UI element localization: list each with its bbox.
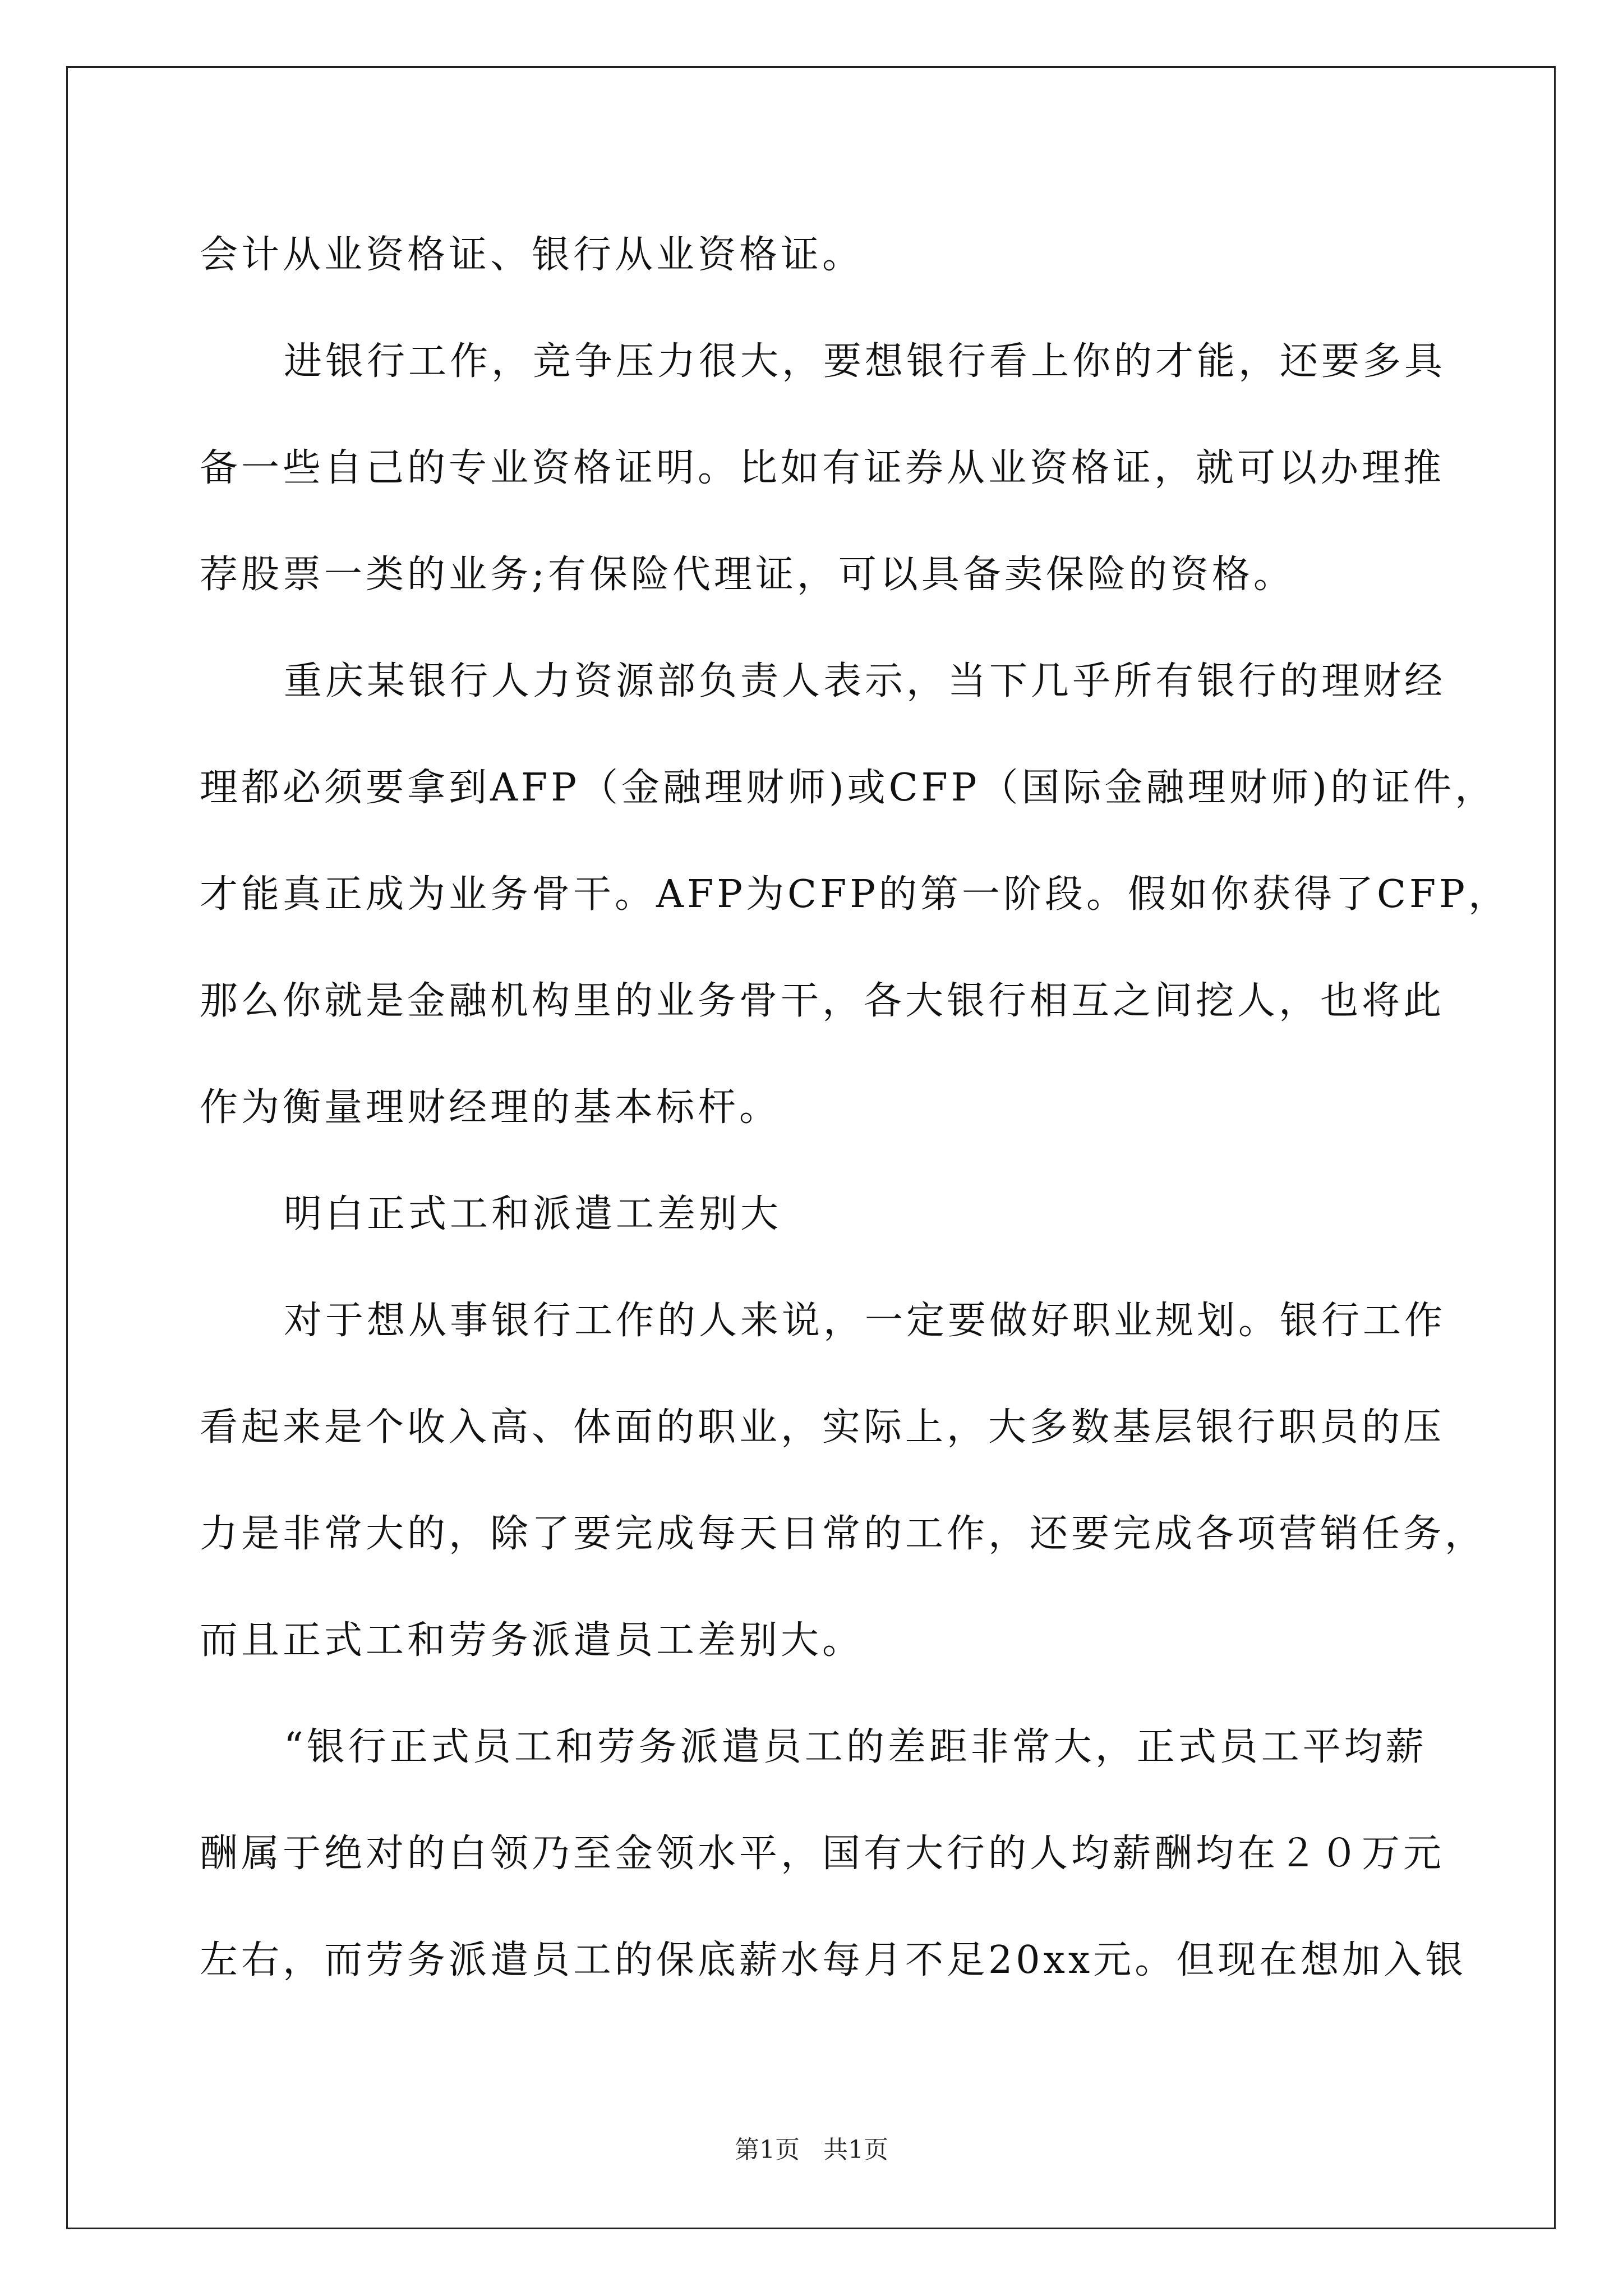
section-heading: 明白正式工和派遣工差别大 xyxy=(284,1192,782,1236)
text-line: 重庆某银行人力资源部负责人表示，当下几乎所有银行的理财经 xyxy=(284,659,1446,703)
text-line: 进银行工作，竞争压力很大，要想银行看上你的才能，还要多具 xyxy=(284,339,1446,384)
text-line: 作为衡量理财经理的基本标杆。 xyxy=(200,1085,781,1130)
page-footer xyxy=(0,2133,1623,2167)
text-line: 看起来是个收入高、体面的职业，实际上，大多数基层银行职员的压 xyxy=(200,1405,1445,1450)
text-line: 理都必须要拿到AFP（金融理财师)或CFP（国际金融理财师)的证件， xyxy=(200,766,1497,810)
page-number: 第1页 xyxy=(735,2136,800,2164)
text-line: 酬属于绝对的白领乃至金领水平，国有大行的人均薪酬均在２０万元 xyxy=(200,1832,1445,1876)
text-line: 力是非常大的，除了要完成每天日常的工作，还要完成各项营销任务， xyxy=(200,1512,1487,1556)
text-line: 左右，而劳务派遣员工的保底薪水每月不足20xx元。但现在想加入银 xyxy=(200,1938,1467,1982)
document-body xyxy=(200,202,1510,2014)
text-line: 备一些自己的专业资格证明。比如有证券从业资格证，就可以办理推 xyxy=(200,446,1445,490)
text-line: 会计从业资格证、银行从业资格证。 xyxy=(200,233,864,277)
text-line: 荐股票一类的业务;有保险代理证，可以具备卖保险的资格。 xyxy=(200,553,1295,597)
text-line: “银行正式员工和劳务派遣员工的差距非常大，正式员工平均薪 xyxy=(284,1725,1427,1769)
text-line: 对于想从事银行工作的人来说，一定要做好职业规划。银行工作 xyxy=(284,1299,1446,1343)
page-total: 共1页 xyxy=(823,2136,888,2164)
text-line: 才能真正成为业务骨干。AFP为CFP的第一阶段。假如你获得了CFP， xyxy=(200,872,1510,917)
text-line: 而且正式工和劳务派遣员工差别大。 xyxy=(200,1618,864,1663)
text-line: 那么你就是金融机构里的业务骨干，各大银行相互之间挖人，也将此 xyxy=(200,979,1445,1023)
